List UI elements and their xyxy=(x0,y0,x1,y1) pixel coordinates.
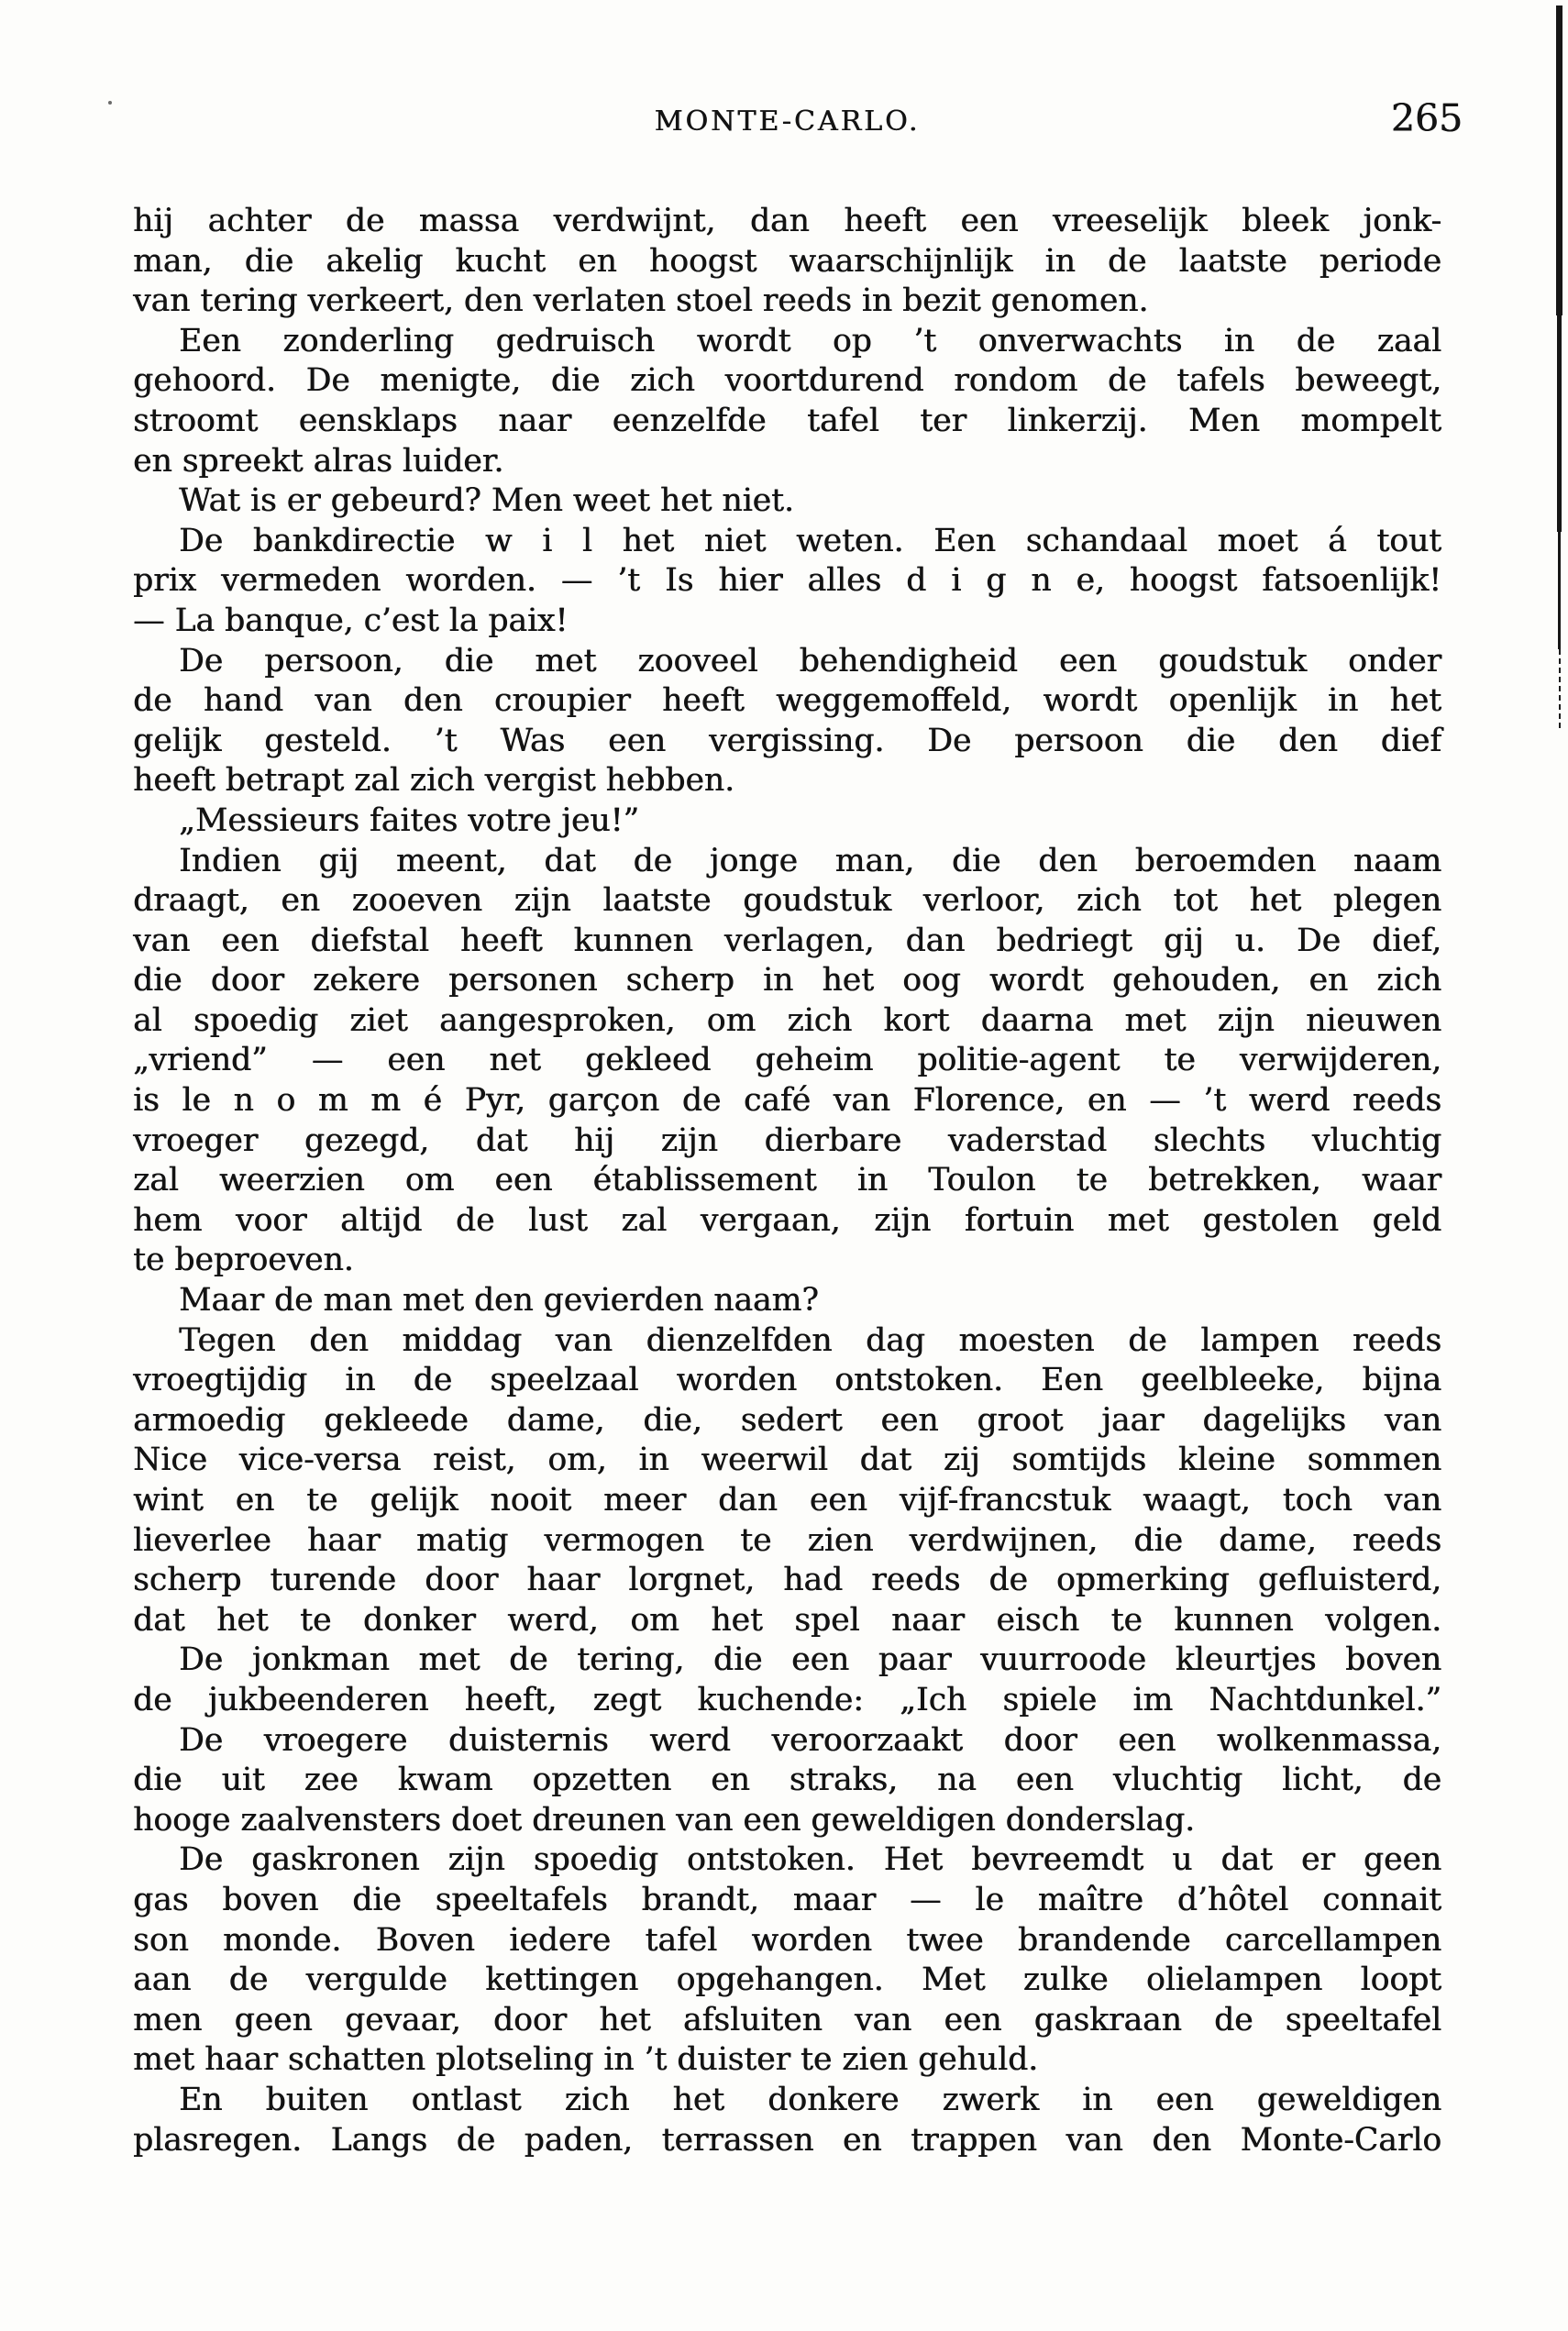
page-body xyxy=(133,202,1441,2160)
text-line: „vriend” — een net gekleed geheim politie-agent te verwijderen, xyxy=(133,1042,1441,1079)
text-line: aan de vergulde kettingen opgehangen. Met zulke olielampen loopt xyxy=(133,1961,1441,1999)
text-line: vroeger gezegd, dat hij zijn dierbare vaderstad slechts vluchtig xyxy=(133,1121,1441,1159)
text-line: son monde. Boven iedere tafel worden twee brandende carcellampen xyxy=(133,1921,1441,1959)
text-line: stroomt eensklaps naar eenzelfde tafel ter linkerzij. Men mompelt xyxy=(133,402,1441,439)
text-line: Nice vice-versa reist, om, in weerwil dat zij somtijds kleine sommen xyxy=(133,1442,1441,1479)
text-line: vroegtijdig in de speelzaal worden ontstoken. Een geelbleeke, bijna xyxy=(133,1362,1441,1399)
text-line: hem voor altijd de lust zal vergaan, zijn fortuin met gestolen geld xyxy=(133,1201,1441,1239)
text-line: zal weerzien om een établissement in Toulon te betrekken, waar xyxy=(133,1162,1441,1199)
text-line: De bankdirectie w i l het niet weten. Een schandaal moet á tout xyxy=(179,522,1441,559)
text-line: gehoord. De menigte, die zich voortdurend rondom de tafels beweegt, xyxy=(133,362,1441,400)
text-line: en spreekt alras luider. xyxy=(133,442,504,480)
text-line: al spoedig ziet aangesproken, om zich kort daarna met zijn nieuwen xyxy=(133,1001,1441,1039)
text-line: scherp turende door haar lorgnet, had reeds de opmerking gefluisterd, xyxy=(133,1562,1441,1599)
text-line: De jonkman met de tering, die een paar vuurroode kleurtjes boven xyxy=(179,1641,1441,1679)
text-line: hij achter de massa verdwijnt, dan heeft een vreeselijk bleek jonk- xyxy=(133,203,1441,239)
scan-line-segment xyxy=(1559,649,1561,728)
text-line: prix vermeden worden. — ’t Is hier alles d i g n e, hoogst fatsoenlijk! xyxy=(133,562,1441,600)
text-line: De vroegere duisternis werd veroorzaakt door een wolkenmassa, xyxy=(179,1721,1441,1759)
text-line: die door zekere personen scherp in het oog wordt gehouden, en zich xyxy=(133,962,1441,1000)
scan-line-segment xyxy=(1557,315,1562,532)
text-line: gas boven die speeltafels brandt, maar — le maître d’hôtel connait xyxy=(133,1881,1441,1918)
text-line: wint en te gelijk nooit meer dan een vijf-francstuk waagt, toch van xyxy=(133,1482,1441,1519)
text-line: hooge zaalvensters doet dreunen van een geweldigen donderslag. xyxy=(133,1801,1195,1839)
text-line: de hand van den croupier heeft weggemoffeld, wordt openlijk in het xyxy=(133,682,1441,720)
text-line: gelijk gesteld. ’t Was een vergissing. De persoon die den dief xyxy=(133,722,1441,759)
text-line: Wat is er gebeurd? Men weet het niet. xyxy=(179,482,794,520)
text-line: de jukbeenderen heeft, zegt kuchende: „Ich spiele im Nachtdunkel.” xyxy=(133,1681,1441,1718)
text-line: En buiten ontlast zich het donkere zwerk in een geweldigen xyxy=(179,2081,1441,2118)
text-line: armoedig gekleede dame, die, sedert een groot jaar dagelijks van xyxy=(133,1401,1441,1439)
text-line: lieverlee haar matig vermogen te zien verdwijnen, die dame, reeds xyxy=(133,1521,1441,1559)
text-line: die uit zee kwam opzetten en straks, na een vluchtig licht, de xyxy=(133,1762,1441,1799)
text-line: Tegen den middag van dienzelfden dag moesten de lampen reeds xyxy=(179,1321,1441,1359)
text-line: — La banque, c’est la paix! xyxy=(133,602,569,639)
text-line: „Messieurs faites votre jeu!” xyxy=(179,801,640,839)
text-line: De gaskronen zijn spoedig ontstoken. Het bevreemdt u dat er geen xyxy=(179,1841,1441,1879)
text-line: De persoon, die met zooveel behendigheid een goudstuk onder xyxy=(179,642,1441,679)
text-line: heeft betrapt zal zich vergist hebben. xyxy=(133,762,734,800)
text-line: draagt, en zooeven zijn laatste goudstuk verloor, zich tot het plegen xyxy=(133,882,1441,920)
scan-line-segment xyxy=(1556,6,1562,315)
ink-speck xyxy=(108,101,112,105)
text-line: Indien gij meent, dat de jonge man, die den beroemden naam xyxy=(179,842,1441,879)
text-line: Maar de man met den gevierden naam? xyxy=(179,1282,819,1320)
text-line: van een diefstal heeft kunnen verlagen, dan bedriegt gij u. De dief, xyxy=(133,922,1441,959)
text-line: plasregen. Langs de paden, terrassen en trappen van den Monte-Carlo xyxy=(133,2121,1441,2159)
page-number: 265 xyxy=(1390,96,1463,140)
text-line: dat het te donker werd, om het spel naar eisch te kunnen volgen. xyxy=(133,1601,1441,1639)
running-header-title: MONTE-CARLO. xyxy=(654,105,921,138)
text-line: met haar schatten plotseling in ’t duister te zien gehuld. xyxy=(133,2041,1039,2079)
text-line: van tering verkeert, den verlaten stoel reeds in bezit genomen. xyxy=(133,282,1149,320)
text-line: is le n o m m é Pyr, garçon de café van Florence, en — ’t werd reeds xyxy=(133,1082,1441,1120)
text-line: man, die akelig kucht en hoogst waarschijnlijk in de laatste periode xyxy=(133,242,1441,280)
text-line: Een zonderling gedruisch wordt op ’t onverwachts in de zaal xyxy=(179,322,1441,359)
text-line: men geen gevaar, door het afsluiten van een gaskraan de speeltafel xyxy=(133,2001,1441,2038)
text-line: te beproeven. xyxy=(133,1242,354,1279)
scan-line-segment xyxy=(1558,532,1561,649)
